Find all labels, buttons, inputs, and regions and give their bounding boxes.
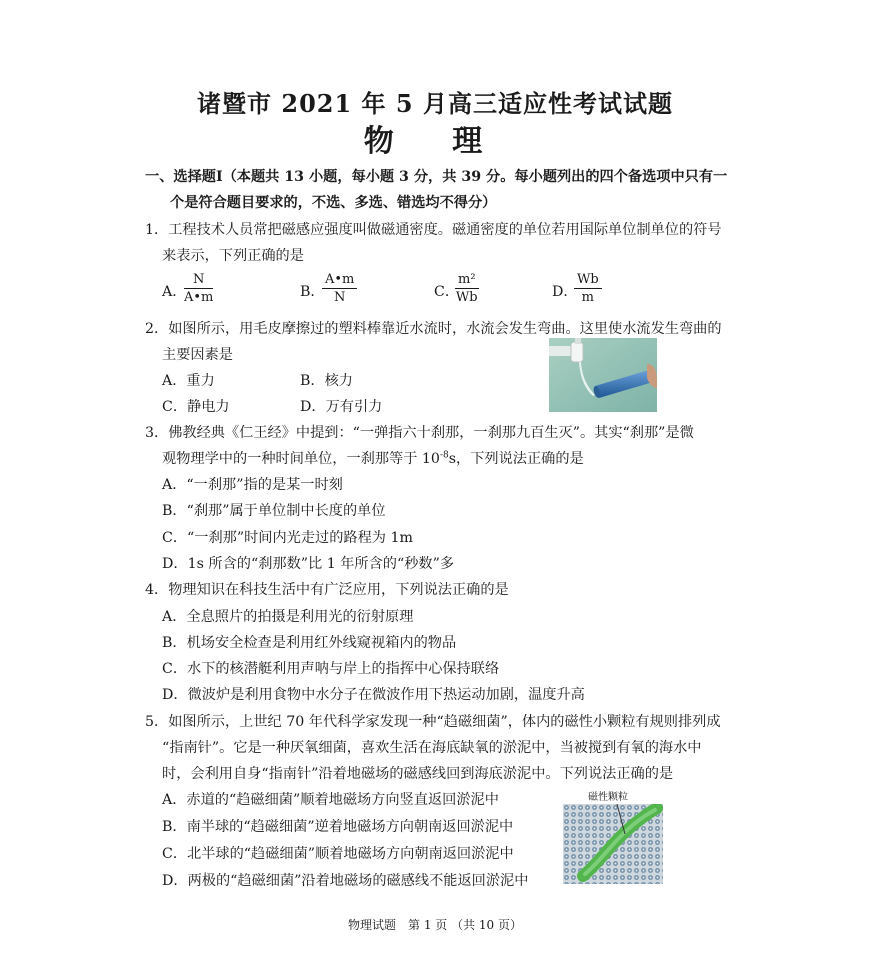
page-footer: 物理试题 第 1 页 （共 10 页） — [348, 918, 522, 932]
q1-option-c-numerator: m² — [455, 272, 479, 289]
section-heading-line2: 个是符合题目要求的，不选、多选、错选均不得分） — [170, 195, 497, 211]
q1-option-b-numerator: A•m — [322, 272, 357, 289]
bacteria-figure — [563, 804, 663, 884]
q4-option-d: D．微波炉是利用食物中水分子在微波作用下热运动加剧，温度升高 — [162, 687, 585, 703]
q1-option-a-denominator: A•m — [184, 290, 214, 305]
q1-option-b-denominator: N — [334, 290, 346, 305]
q1-option-d-numerator: Wb — [574, 272, 602, 289]
q3-option-a: A．“一刹那”指的是某一时刻 — [162, 477, 343, 493]
q4-option-c: C．水下的核潜艇利用声呐与岸上的指挥中心保持联络 — [162, 661, 500, 677]
q2-stem-line2: 主要因素是 — [162, 347, 233, 363]
q5-stem-line1: 5．如图所示，上世纪 70 年代科学家发现一种“趋磁细菌”，体内的磁性小颗粒有规则排列成 — [145, 714, 721, 730]
q3-option-c: C．“一刹那”时间内光走过的路程为 1m — [162, 530, 413, 546]
q3-option-b: B．“刹那”属于单位制中长度的单位 — [162, 503, 386, 519]
q3-stem-line2-start: 观物理学中的一种时间单位，一刹那等于 10 — [162, 451, 440, 467]
q1-stem-line2: 来表示，下列正确的是 — [162, 248, 304, 264]
q5-option-a: A．赤道的“趋磁细菌”顺着地磁场方向竖直返回淤泥中 — [162, 792, 499, 808]
q1-option-b-fraction — [322, 272, 357, 305]
q3-stem-line1: 3．佛教经典《仁王经》中提到：“一弹指六十刹那，一刹那九百生灭”。其实“刹那”是微 — [145, 425, 694, 441]
q3-exponent: -8 — [439, 450, 449, 461]
q4-option-a: A．全息照片的拍摄是利用光的衍射原理 — [162, 609, 414, 625]
q1-stem-line1: 1．工程技术人员常把磁感应强度叫做磁通密度。磁通密度的单位若用国际单位制单位的符号 — [145, 222, 722, 238]
q2-option-d: D．万有引力 — [300, 399, 383, 415]
q2-option-b: B．核力 — [300, 373, 353, 389]
q1-option-a-label: A． — [162, 284, 187, 300]
q3-option-d: D．1s 所含的“刹那数”比 1 年所含的“秒数”多 — [162, 556, 455, 572]
q4-option-b: B．机场安全检查是利用红外线窥视箱内的物品 — [162, 635, 457, 651]
q2-option-a: A．重力 — [162, 373, 215, 389]
q3-stem-line2-end: s，下列说法正确的是 — [448, 451, 584, 467]
subject-title: 物 理 — [363, 124, 507, 159]
q5-stem-line3: 时，会利用自身“指南针”沿着地磁场的磁感线回到海底淤泥中。下列说法正确的是 — [162, 766, 674, 782]
q5-option-d: D．两极的“趋磁细菌”沿着地磁场的磁感线不能返回淤泥中 — [162, 873, 529, 889]
q1-option-c-label: C． — [434, 284, 460, 300]
q1-option-a-numerator: N — [184, 272, 213, 289]
section-heading-line1: 一、选择题Ⅰ（本题共 13 小题，每小题 3 分，共 39 分。每小题列出的四个备选项中只有一 — [145, 169, 728, 185]
q1-option-b-label: B． — [300, 284, 325, 300]
q5-option-b: B．南半球的“趋磁细菌”逆着地磁场方向朝南返回淤泥中 — [162, 819, 514, 835]
q2-stem-line1: 2．如图所示，用毛皮摩擦过的塑料棒靠近水流时，水流会发生弯曲。这里使水流发生弯曲的 — [145, 321, 722, 337]
q5-option-c: C．北半球的“趋磁细菌”顺着地磁场方向朝南返回淤泥中 — [162, 846, 514, 862]
bacteria-figure-label: 磁性颗粒 — [588, 792, 628, 803]
exam-title: 诸暨市 2021 年 5 月高三适应性考试试题 — [197, 89, 673, 118]
q3-stem-line2 — [162, 448, 584, 468]
q1-option-c-denominator: Wb — [455, 290, 478, 305]
q4-stem: 4．物理知识在科技生活中有广泛应用，下列说法正确的是 — [145, 582, 509, 598]
q1-option-d-denominator: m — [581, 290, 594, 305]
q1-option-d-fraction — [574, 272, 602, 305]
q1-option-c-fraction — [455, 272, 479, 305]
q2-option-c: C．静电力 — [162, 399, 230, 415]
q5-stem-line2: “指南针”。它是一种厌氧细菌，喜欢生活在海底缺氧的淤泥中，当被搅到有氧的海水中 — [162, 740, 702, 756]
water-stream-figure — [549, 338, 657, 412]
q1-option-a-fraction — [184, 272, 213, 305]
q1-option-d-label: D． — [552, 284, 578, 300]
